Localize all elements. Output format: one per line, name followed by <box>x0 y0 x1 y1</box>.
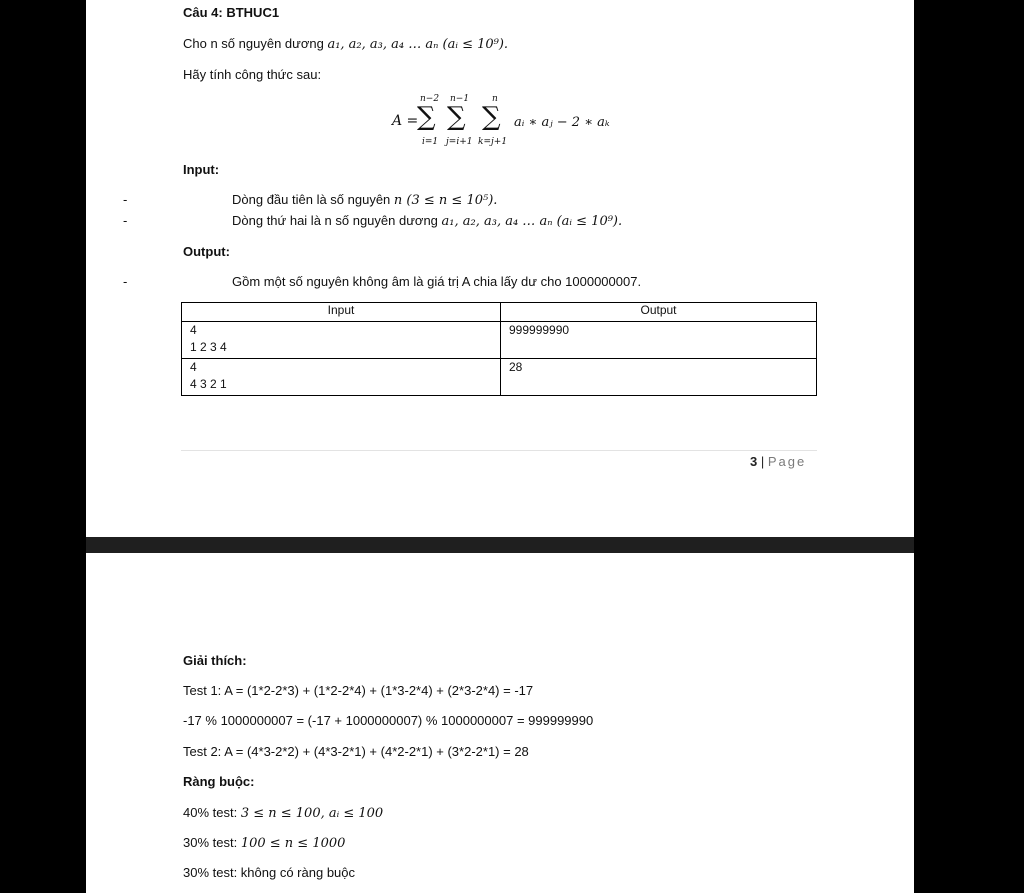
cell-input <box>182 359 501 396</box>
cell-output: 28 <box>501 359 817 396</box>
problem-intro <box>183 36 508 53</box>
sum1-sigma: ∑ <box>417 102 436 132</box>
cell-input-line: 1 2 3 4 <box>190 340 227 354</box>
constraint-1-math: 3 ≤ n ≤ 100, aᵢ ≤ 100 <box>240 806 384 821</box>
table-row <box>182 322 817 359</box>
output-heading: Output: <box>183 244 230 259</box>
explanation-mod: -17 % 1000000007 = (-17 + 1000000007) % 1000000007 = 999999990 <box>183 713 594 728</box>
page-label: Page <box>767 454 807 469</box>
input-line-2-math: a₁, a₂, a₃, a₄ … aₙ (aᵢ ≤ 10⁹). <box>441 214 623 229</box>
sum2-upper: n−1 <box>450 94 470 104</box>
input-line-2 <box>232 213 622 230</box>
page-number: 3 <box>750 454 758 469</box>
cell-input-line: 4 3 2 1 <box>190 377 227 391</box>
cell-input-line: 4 <box>190 323 197 337</box>
cell-input-line: 4 <box>190 360 197 374</box>
page-separator: | <box>760 454 765 469</box>
constraints-heading: Ràng buộc: <box>183 774 255 789</box>
header-output: Output <box>501 303 817 322</box>
explanation-test1: Test 1: A = (1*2-2*3) + (1*2-2*4) + (1*3-2*4) + (2*3-2*4) = -17 <box>183 683 534 698</box>
bullet-dash: - <box>123 213 128 228</box>
formula-body: aᵢ ∗ aⱼ − 2 ∗ aₖ <box>514 115 610 130</box>
page-footer <box>750 454 806 469</box>
explanation-heading: Giải thích: <box>183 653 247 668</box>
constraint-2-math: 100 ≤ n ≤ 1000 <box>240 836 346 851</box>
cell-input <box>182 322 501 359</box>
output-line-1: Gồm một số nguyên không âm là giá trị A chia lấy dư cho 1000000007. <box>232 274 642 289</box>
input-line-2-text: Dòng thứ hai là n số nguyên dương <box>232 213 438 228</box>
bullet-dash: - <box>123 274 128 289</box>
sum1-lower: i=1 <box>422 137 439 147</box>
sum2-sigma: ∑ <box>447 102 466 132</box>
sum3-sigma: ∑ <box>482 102 501 132</box>
constraint-1-label: 40% test: <box>183 805 238 820</box>
input-line-1-text: Dòng đầu tiên là số nguyên <box>232 192 391 207</box>
intro-text: Cho n số nguyên dương <box>183 36 324 51</box>
problem-ask: Hãy tính công thức sau: <box>183 67 322 82</box>
sum1-upper: n−2 <box>420 94 440 104</box>
sum3-upper: n <box>492 94 498 104</box>
cell-output: 999999990 <box>501 322 817 359</box>
input-line-1 <box>232 192 497 209</box>
table-header-row <box>182 303 817 322</box>
header-input: Input <box>182 303 501 322</box>
constraint-2-label: 30% test: <box>183 835 238 850</box>
footer-rule <box>181 450 817 451</box>
input-line-1-math: n (3 ≤ n ≤ 10⁵). <box>393 193 498 208</box>
page-gap <box>86 537 914 553</box>
constraint-2 <box>183 835 345 852</box>
examples-table <box>181 302 817 396</box>
formula-lhs: A = <box>392 113 419 129</box>
input-heading: Input: <box>183 162 220 177</box>
problem-title: Câu 4: BTHUC1 <box>183 5 280 20</box>
sum2-lower: j=i+1 <box>446 137 473 147</box>
constraint-1 <box>183 805 383 822</box>
constraint-3: 30% test: không có ràng buộc <box>183 865 356 880</box>
sum3-lower: k=j+1 <box>478 137 508 147</box>
table-row <box>182 359 817 396</box>
explanation-test2: Test 2: A = (4*3-2*2) + (4*3-2*1) + (4*2-2*1) + (3*2-2*1) = 28 <box>183 744 529 759</box>
formula <box>392 94 632 150</box>
bullet-dash: - <box>123 192 128 207</box>
intro-math: a₁, a₂, a₃, a₄ … aₙ (aᵢ ≤ 10⁹). <box>327 37 509 52</box>
